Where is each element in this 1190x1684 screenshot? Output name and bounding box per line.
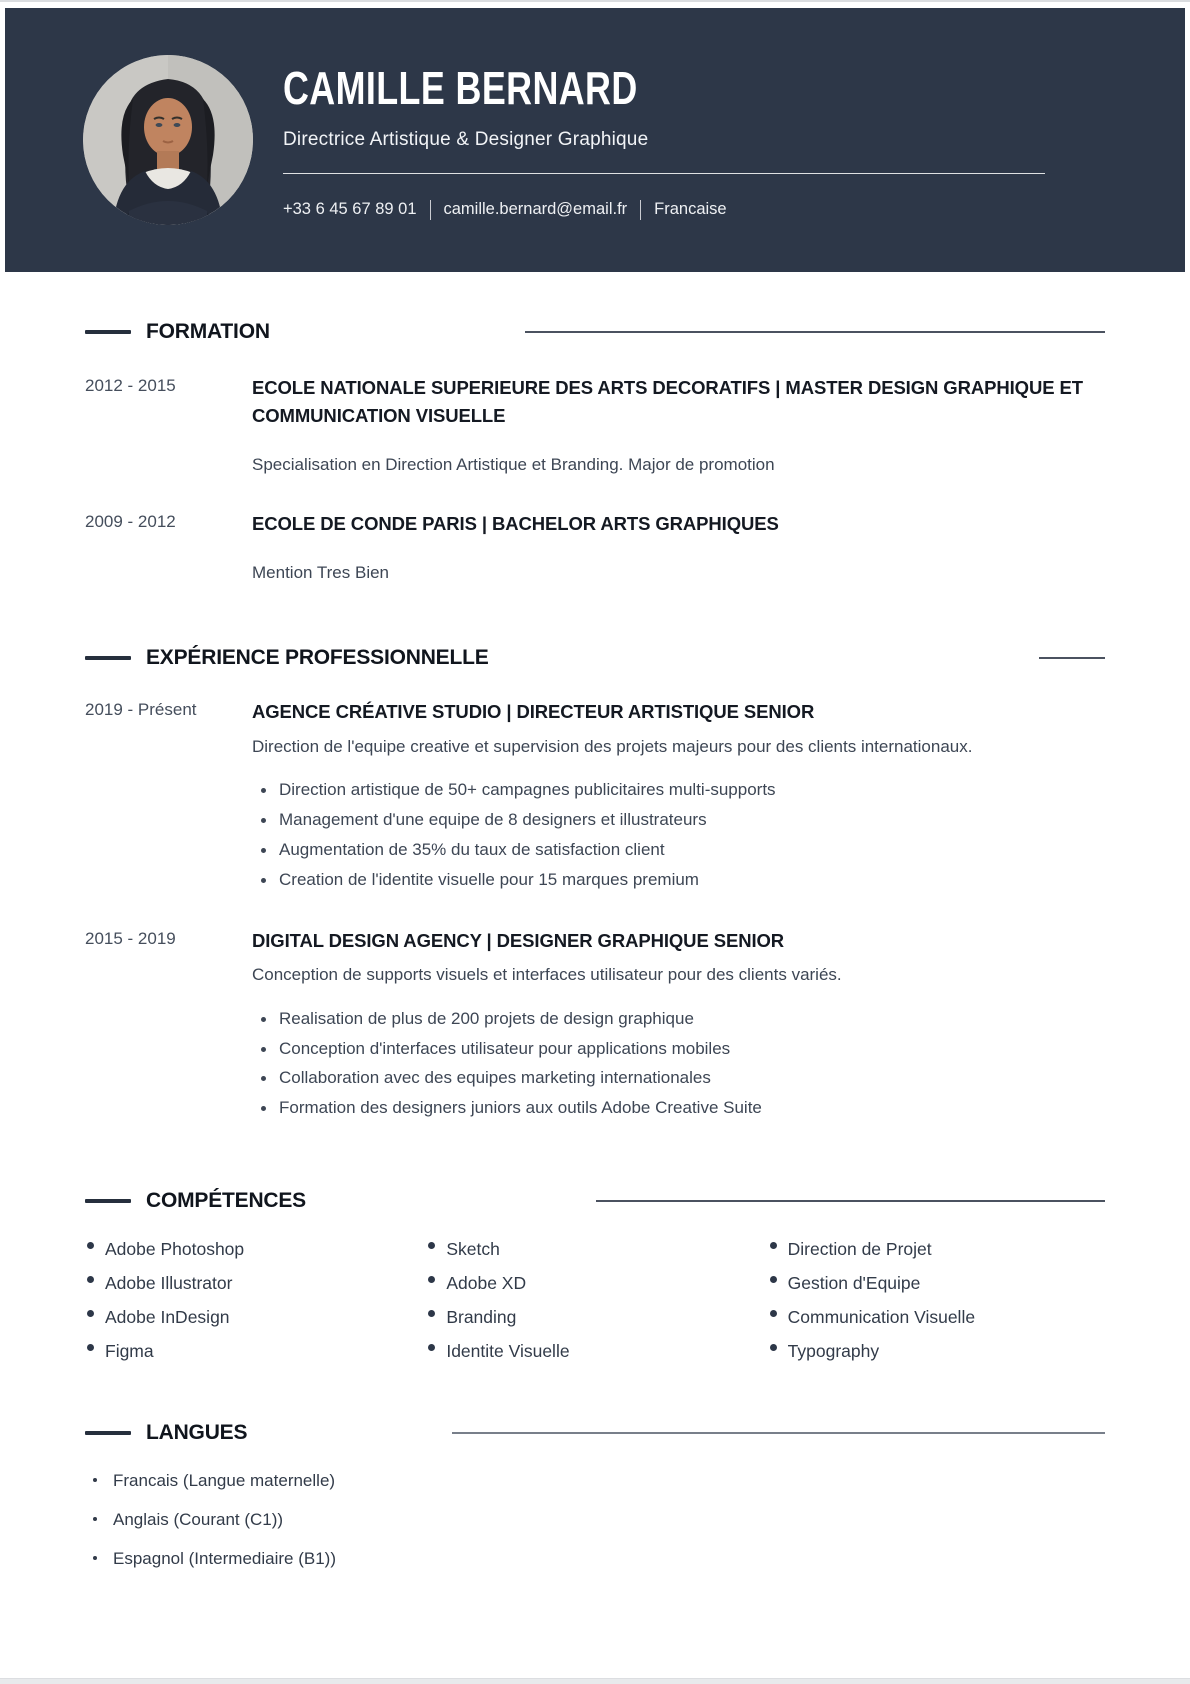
section-dash-icon bbox=[85, 1431, 131, 1435]
section-rule bbox=[1039, 657, 1105, 659]
education-description: Mention Tres Bien bbox=[252, 562, 390, 582]
section-dash-icon bbox=[85, 656, 131, 660]
education-details bbox=[252, 374, 1105, 478]
education-description: Specialisation en Direction Artistique et Branding. Major de promotion bbox=[252, 454, 775, 474]
portrait-illustration bbox=[83, 55, 253, 225]
section-rule bbox=[525, 331, 1105, 333]
section-title-langues: LANGUES bbox=[146, 1421, 248, 1445]
skill-item: Identite Visuelle bbox=[426, 1343, 763, 1377]
language-item: Espagnol (Intermediaire (B1)) bbox=[85, 1549, 1105, 1569]
header-text-block bbox=[283, 61, 1045, 220]
experience-bullet: Realisation de plus de 200 projets de design graphique bbox=[252, 1005, 1105, 1034]
experience-bullet: Creation de l'identite visuelle pour 15 marques premium bbox=[252, 866, 1105, 895]
experience-title: DIGITAL DESIGN AGENCY | DESIGNER GRAPHIQUE SENIOR bbox=[252, 929, 785, 951]
skill-item: Sketch bbox=[426, 1241, 763, 1275]
section-title-formation: FORMATION bbox=[146, 320, 270, 343]
section-competences-header bbox=[85, 1189, 1105, 1213]
experience-title: AGENCE CRÉATIVE STUDIO | DIRECTEUR ARTISTIQUE SENIOR bbox=[252, 700, 815, 722]
education-title: ECOLE NATIONALE SUPERIEURE DES ARTS DECORATIFS | MASTER DESIGN GRAPHIQUE ET COMMUNICATION VISUELLE bbox=[252, 377, 1083, 426]
profile-photo bbox=[83, 55, 253, 225]
education-details bbox=[252, 510, 1105, 586]
experience-entry bbox=[85, 698, 1105, 895]
education-entry bbox=[85, 374, 1105, 478]
skill-item: Adobe InDesign bbox=[85, 1309, 422, 1343]
contact-separator bbox=[640, 200, 641, 220]
skill-item: Direction de Projet bbox=[768, 1241, 1105, 1275]
experience-details bbox=[252, 927, 1105, 1124]
experience-description: Direction de l'equipe creative et supervision des projets majeurs pour des clients internationaux. bbox=[252, 736, 973, 756]
section-rule bbox=[452, 1432, 1105, 1434]
skills-grid bbox=[85, 1241, 1105, 1377]
contact-nationality: Francaise bbox=[654, 200, 727, 218]
experience-details bbox=[252, 698, 1105, 895]
experience-bullet: Management d'une equipe de 8 designers et illustrateurs bbox=[252, 806, 1105, 835]
experience-bullet: Direction artistique de 50+ campagnes publicitaires multi-supports bbox=[252, 776, 1105, 805]
experience-dates: 2019 - Présent bbox=[85, 699, 197, 719]
education-dates: 2012 - 2015 bbox=[85, 376, 176, 395]
education-dates: 2009 - 2012 bbox=[85, 511, 176, 531]
experience-dates: 2015 - 2019 bbox=[85, 928, 176, 948]
skill-item: Communication Visuelle bbox=[768, 1309, 1105, 1343]
education-entry bbox=[85, 510, 1105, 586]
language-item: Francais (Langue maternelle) bbox=[85, 1471, 1105, 1491]
header-divider bbox=[283, 173, 1045, 174]
person-job-title: Directrice Artistique & Designer Graphique bbox=[283, 128, 649, 150]
skill-item: Figma bbox=[85, 1343, 422, 1377]
skill-item: Gestion d'Equipe bbox=[768, 1275, 1105, 1309]
section-formation-header bbox=[85, 320, 1105, 344]
section-dash-icon bbox=[85, 330, 131, 334]
section-dash-icon bbox=[85, 1199, 131, 1203]
header-banner bbox=[5, 8, 1185, 272]
experience-bullet: Collaboration avec des equipes marketing internationales bbox=[252, 1064, 1105, 1093]
section-title-experience: EXPÉRIENCE PROFESSIONNELLE bbox=[146, 645, 489, 669]
section-title-competences: COMPÉTENCES bbox=[146, 1189, 306, 1213]
experience-bullet: Conception d'interfaces utilisateur pour applications mobiles bbox=[252, 1035, 1105, 1064]
language-item: Anglais (Courant (C1)) bbox=[85, 1510, 1105, 1530]
skill-item: Adobe Photoshop bbox=[85, 1241, 422, 1275]
person-name: CAMILLE BERNARD bbox=[283, 61, 638, 114]
section-experience-header bbox=[85, 646, 1105, 670]
languages-list bbox=[85, 1471, 1105, 1569]
experience-description: Conception de supports visuels et interfaces utilisateur pour des clients variés. bbox=[252, 965, 842, 985]
experience-bullet-list bbox=[252, 1005, 1105, 1124]
contact-phone: +33 6 45 67 89 01 bbox=[283, 200, 417, 218]
section-langues-header bbox=[85, 1421, 1105, 1445]
contact-separator bbox=[430, 200, 431, 220]
experience-bullet: Augmentation de 35% du taux de satisfaction client bbox=[252, 836, 1105, 865]
experience-entry bbox=[85, 927, 1105, 1124]
section-rule bbox=[596, 1200, 1105, 1202]
education-title: ECOLE DE CONDE PARIS | BACHELOR ARTS GRAPHIQUES bbox=[252, 512, 779, 534]
skill-item: Typography bbox=[768, 1343, 1105, 1377]
resume-body bbox=[0, 320, 1190, 1569]
experience-bullet: Formation des designers juniors aux outils Adobe Creative Suite bbox=[252, 1094, 1105, 1123]
contact-email: camille.bernard@email.fr bbox=[443, 200, 628, 218]
skill-item: Adobe XD bbox=[426, 1275, 763, 1309]
skill-item: Branding bbox=[426, 1309, 763, 1343]
experience-bullet-list bbox=[252, 776, 1105, 895]
contact-row bbox=[283, 200, 1045, 220]
skill-item: Adobe Illustrator bbox=[85, 1275, 422, 1309]
